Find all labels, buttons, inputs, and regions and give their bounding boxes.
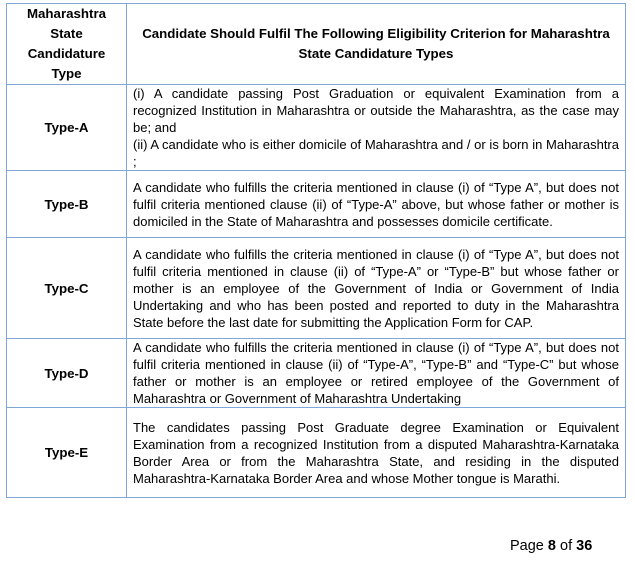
type-label: Type-C [7, 238, 127, 339]
table-row [7, 85, 626, 171]
table-row [7, 339, 626, 408]
criteria-cell [127, 238, 626, 339]
current-page: 8 [547, 538, 556, 554]
eligibility-table [6, 3, 626, 498]
total-pages: 36 [576, 538, 593, 554]
criteria-text: A candidate who fulfills the criteria mentioned in clause (i) of “Type A”, but does not fulfil criteria mentioned clause (ii) of “Type-A” above, but whose father or mother is domiciled in the State of Maharashtra and possesses domicile certificate. [133, 179, 619, 229]
criteria-cell [127, 339, 626, 408]
criteria-cell [127, 171, 626, 238]
table-row [7, 408, 626, 498]
criteria-text: (i) A candidate passing Post Graduation or equivalent Examination from a recognized Institution in Maharashtra or outside the Maharashtra, as the case may be; and [133, 86, 619, 135]
table-header-row [7, 4, 626, 85]
criteria-text: (ii) A candidate who is either domicile of Maharashtra and / or is born in Maharashtra ; [133, 137, 619, 169]
header-candidature-type: Maharashtra State Candidature Type [7, 4, 127, 85]
of-label: of [560, 538, 573, 554]
type-label: Type-B [7, 171, 127, 238]
criteria-cell [127, 85, 626, 171]
criteria-text: A candidate who fulfills the criteria mentioned in clause (i) of “Type A”, but does not fulfil criteria mentioned in clause (ii) of “Type-A” or “Type-B” but whose father or mother is an employee of the Government of India or Government of India Undertaking and who has been posted and reported to duty in the Maharashtra State before the last date for submitting the Application Form for CAP. [133, 246, 619, 330]
criteria-cell [127, 408, 626, 498]
type-label: Type-D [7, 339, 127, 408]
header-eligibility-criterion: Candidate Should Fulfil The Following Eligibility Criterion for Maharashtra State Candidature Types [127, 4, 626, 85]
criteria-text: A candidate who fulfills the criteria mentioned in clause (i) of “Type A”, but does not fulfil criteria mentioned in clause (ii) of “Type-A”, “Type-B” and “Type-C” but whose father or mother is an employee or retired employee of the Government of Maharashtra or Government of Maharashtra Undertaking [133, 340, 619, 406]
table-row [7, 171, 626, 238]
type-label: Type-E [7, 408, 127, 498]
table-row [7, 238, 626, 339]
page-label: Page [510, 538, 544, 554]
page-number [510, 538, 592, 554]
type-label: Type-A [7, 85, 127, 171]
criteria-text: The candidates passing Post Graduate degree Examination or Equivalent Examination from a recognized Institution from a disputed Maharashtra-Karnataka Border Area or from the Maharashtra State, and residing in the disputed Maharashtra-Karnataka Border Area and whose Mother tongue is Marathi. [133, 419, 619, 486]
